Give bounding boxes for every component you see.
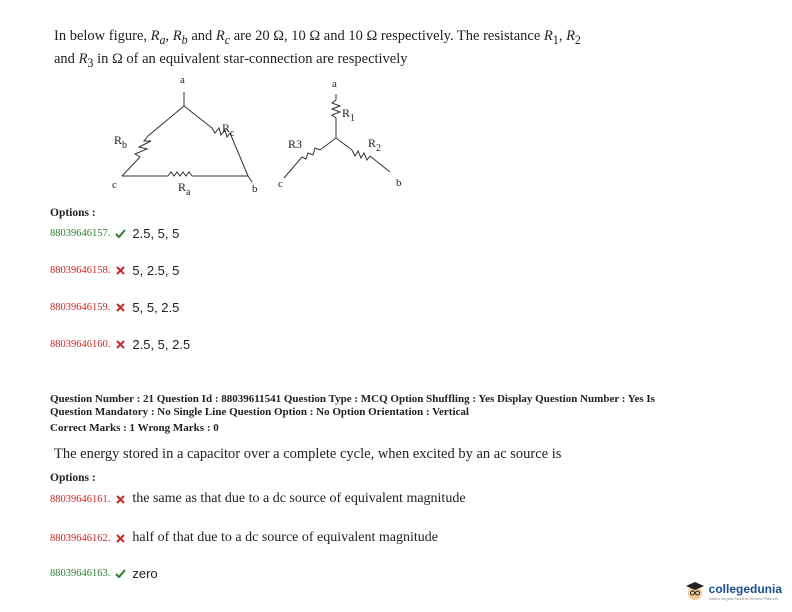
question-1-option-1[interactable]: [50, 226, 179, 241]
delta-rb-label: $R_b$: [114, 133, 128, 151]
option-id: 88039646163.: [50, 568, 111, 579]
question-2-meta-line1: Question Number : 21 Question Id : 88039611541 Question Type : MCQ Option Shuffling : Yes Display Question Number : Yes Is: [50, 393, 655, 405]
delta-node-c-label: c: [112, 179, 117, 191]
cross-icon: [114, 339, 126, 351]
resistor-r1-zigzag: [332, 100, 340, 118]
option-id: 88039646161.: [50, 493, 111, 505]
cross-icon: [114, 302, 126, 314]
option-id: 88039646157.: [50, 228, 111, 239]
star-wire-r2-top: [336, 138, 352, 150]
question-2-marks: Correct Marks : 1 Wrong Marks : 0: [50, 422, 219, 434]
delta-ra-label: $R_a$: [178, 180, 191, 198]
cross-icon: [114, 532, 126, 544]
question-1-stem-line2: and $R_3$ in Ω of an equivalent star-connection are respectively: [54, 50, 408, 70]
question-1-stem-line1: In below figure, $R_a$, $R_b$ and $R_c$ are 20 Ω, 10 Ω and 10 Ω respectively. The resistance $R_1$, $R_2$: [54, 28, 581, 47]
delta-wire-left-bottom: [122, 157, 140, 176]
check-icon: [114, 568, 126, 580]
question-1-options-label: Options :: [50, 207, 96, 219]
resistor-r3-zigzag: [302, 148, 320, 159]
delta-rc-label: $R_c$: [222, 121, 235, 139]
question-2-option-1[interactable]: [50, 491, 466, 507]
graduate-mascot-icon: [684, 580, 706, 602]
delta-node-a-label: a: [180, 74, 185, 86]
delta-lead-b: [248, 176, 252, 182]
delta-node-b-label: b: [252, 183, 258, 195]
collegedunia-logo[interactable]: [684, 580, 782, 602]
option-text: 5, 5, 2.5: [132, 300, 180, 315]
delta-wire-left-top: [148, 106, 184, 136]
option-text: 2.5, 5, 2.5: [132, 337, 191, 352]
star-r1-label: $R_1$: [342, 106, 356, 124]
question-2-meta: [50, 393, 750, 435]
option-id: 88039646159.: [50, 302, 111, 313]
question-1-stem: [54, 27, 754, 73]
resistor-ra-zigzag: [168, 172, 192, 176]
star-wire-r2-bottom: [370, 156, 390, 172]
option-id: 88039646158.: [50, 265, 111, 276]
cross-icon: [114, 265, 126, 277]
resistor-rb-zigzag: [135, 136, 151, 157]
star-wire-r3-top: [320, 138, 336, 150]
question-1-option-4[interactable]: [50, 337, 190, 352]
star-r2-label: $R_2$: [368, 136, 382, 154]
delta-wire-right-bottom: [230, 133, 248, 176]
question-1-option-3[interactable]: [50, 300, 179, 315]
cross-icon: [114, 493, 126, 505]
option-id: 88039646162.: [50, 532, 111, 544]
option-text: zero: [132, 566, 158, 581]
logo-tagline: India's largest Student Review Platform: [708, 595, 779, 601]
star-node-b-label: b: [396, 177, 402, 189]
question-2-option-3[interactable]: [50, 566, 158, 581]
logo-text: collegedunia: [708, 581, 782, 596]
question-1-option-2[interactable]: [50, 263, 179, 278]
delta-star-figure: [100, 70, 430, 200]
option-text: the same as that due to a dc source of equivalent magnitude: [132, 491, 466, 506]
option-text: 5, 2.5, 5: [132, 263, 180, 278]
question-2-options-label: Options :: [50, 472, 96, 484]
star-wire-r3-bottom: [284, 157, 302, 178]
star-r3-label: R3: [288, 137, 303, 151]
star-node-a-label: a: [332, 78, 337, 90]
question-2-meta-line2: Question Mandatory : No Single Line Question Option : No Option Orientation : Vertical: [50, 406, 469, 418]
star-node-c-label: c: [278, 178, 283, 190]
option-id: 88039646160.: [50, 339, 111, 350]
question-2-stem: The energy stored in a capacitor over a complete cycle, when excited by an ac source is: [54, 446, 562, 462]
check-icon: [114, 228, 126, 240]
delta-wire-right-top: [184, 106, 212, 128]
resistor-r2-zigzag: [352, 150, 370, 160]
option-text: 2.5, 5, 5: [132, 226, 180, 241]
question-2-option-2[interactable]: [50, 530, 438, 546]
option-text: half of that due to a dc source of equivalent magnitude: [132, 530, 438, 545]
